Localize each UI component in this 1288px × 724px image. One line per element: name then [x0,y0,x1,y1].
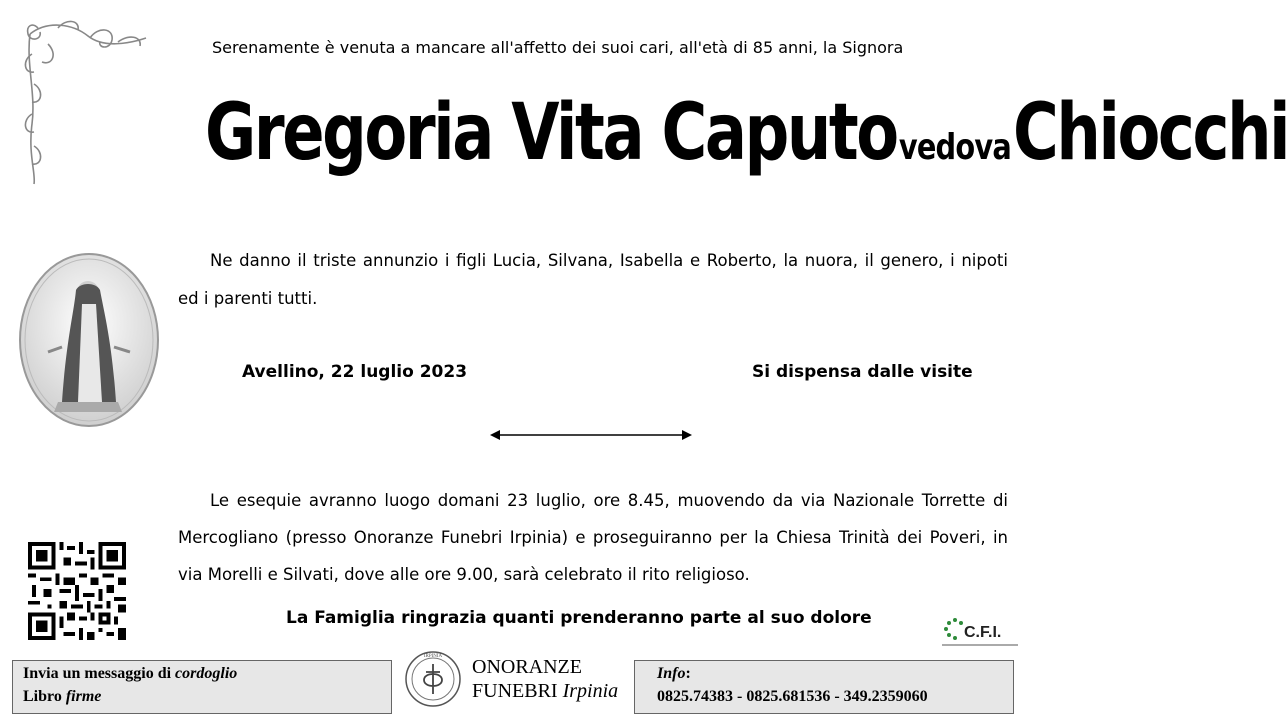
guestbook-link[interactable]: Libro firme [23,688,102,705]
qr-code-icon[interactable] [28,542,126,640]
madonna-image-icon [18,252,160,428]
widow-word: vedova [898,127,1011,168]
condolence-box[interactable] [12,660,392,714]
announcement-text: Ne danno il triste annunzio i figli Lucia, Silvana, Isabella e Roberto, la nuora, il genero, i nipoti ed i parenti tutti. [178,251,1008,308]
info-label: Info: [657,665,691,682]
brand-line2: FUNEBRI Irpinia [472,680,619,702]
info-box [634,660,1014,714]
send-condolence-link[interactable]: Invia un messaggio di cordoglio [23,665,238,682]
brand-line1: ONORANZE [472,656,582,678]
family-thanks: La Famiglia ringrazia quanti prenderanno parte al suo dolore [286,608,872,628]
name-part1: Gregoria Vita Caputo [205,88,897,178]
double-arrow-divider-icon [490,428,692,442]
name-part2: Chiocchi [1013,88,1288,178]
intro-text: Serenamente è venuta a mancare all'affetto dei suoi cari, all'età di 85 anni, la Signora [212,38,904,57]
cfi-label: C.F.I. [964,624,1002,641]
funeral-home-logo-icon [404,650,462,708]
place-date: Avellino, 22 luglio 2023 [242,362,468,382]
visits-note: Si dispensa dalle visite [752,362,973,382]
deceased-name [205,88,1288,218]
logo-text: IRPINIA [423,654,443,659]
funeral-details-text: Le esequie avranno luogo domani 23 luglio, ore 8.45, muovendo da via Nazionale Torrette di Mercogliano (presso Onoranze Funebri Irpinia) e proseguiranno per la Chiesa Trinità dei Poveri, in via Morelli e Silvati, dove alle ore 9.00, sarà celebrato il rito religioso. [178,491,1008,584]
cfi-logo-icon [940,615,1020,651]
corner-ornament-icon [18,14,158,189]
phone-numbers[interactable]: 0825.74383 - 0825.681536 - 349.2359060 [657,688,928,705]
